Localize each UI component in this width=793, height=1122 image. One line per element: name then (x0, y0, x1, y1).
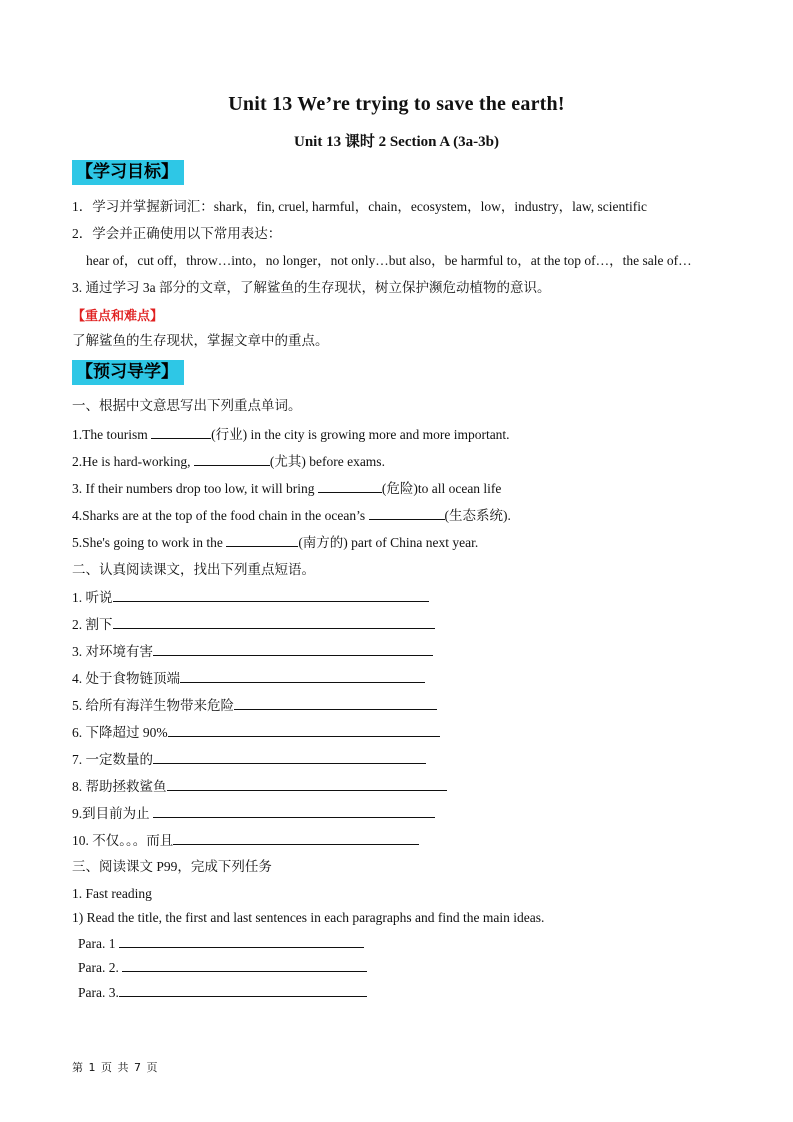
fill-item (72, 478, 501, 498)
document-title: Unit 13 We’re trying to save the earth! (228, 93, 565, 115)
answer-blank[interactable] (119, 982, 367, 997)
document-subtitle: Unit 13 课时 2 Section A (3a-3b) (293, 134, 499, 150)
phrase-item (72, 668, 425, 688)
goal-item: 3. 通过学习 3a 部分的文章，了解鲨鱼的生存现状，树立保护濒危动植物的意识。 (72, 280, 551, 295)
fill-hint: (尤其) before exams. (269, 454, 385, 469)
para-answer-line (78, 982, 367, 1002)
phrase-item (72, 803, 435, 823)
fill-hint: (危险)to all ocean life (381, 481, 502, 496)
phrase-item (72, 695, 437, 715)
fill-item (72, 505, 511, 525)
page-footer: 第 1 页 共 7 页 (72, 1061, 158, 1074)
phrase-text: 5. 给所有海洋生物带来危险 (72, 698, 234, 713)
answer-blank[interactable] (369, 505, 445, 520)
answer-blank[interactable] (173, 830, 419, 845)
para-answer-line (78, 933, 364, 953)
goal-item: hear of，cut off，throw…into，no longer，not only…but also，be harmful to，at the top of…，the sale of… (86, 253, 692, 268)
fill-item (72, 451, 385, 471)
part1-title: 一、根据中文意思写出下列重点单词。 (72, 398, 302, 413)
fill-item (72, 532, 478, 552)
answer-blank[interactable] (113, 587, 429, 602)
phrase-text: 8. 帮助拯救鲨鱼 (72, 779, 167, 794)
fill-text: 3. If their numbers drop too low, it will bring (72, 481, 318, 496)
answer-blank[interactable] (194, 451, 270, 466)
para-answer-line (78, 957, 367, 977)
goal-item: 2．学会并正确使用以下常用表达： (72, 226, 282, 241)
answer-blank[interactable] (226, 532, 298, 547)
fast-reading-label: 1. Fast reading (72, 886, 152, 901)
phrase-item (72, 587, 429, 607)
para-label: Para. 3. (78, 985, 119, 1000)
fill-hint: (生态系统). (444, 508, 511, 523)
section-header-learning-goals: 【学习目标】 (72, 160, 184, 185)
phrase-text: 2. 割下 (72, 617, 113, 632)
answer-blank[interactable] (234, 695, 437, 710)
task1-instruction: 1) Read the title, the first and last sentences in each paragraphs and find the main ideas. (72, 910, 545, 925)
fill-text: 2.He is hard-working, (72, 454, 194, 469)
phrase-item (72, 776, 447, 796)
fill-text: 1.The tourism (72, 427, 152, 442)
answer-blank[interactable] (122, 957, 367, 972)
answer-blank[interactable] (167, 776, 447, 791)
part3-title: 三、阅读课文 P99，完成下列任务 (72, 859, 272, 874)
phrase-item (72, 830, 419, 850)
phrase-item (72, 722, 440, 742)
answer-blank[interactable] (180, 668, 425, 683)
fill-text: 5.She's going to work in the (72, 535, 227, 550)
answer-blank[interactable] (318, 478, 382, 493)
key-points-text: 了解鲨鱼的生存现状，掌握文章中的重点。 (72, 333, 329, 348)
phrase-item (72, 749, 426, 769)
answer-blank[interactable] (153, 641, 433, 656)
phrase-text: 1. 听说 (72, 590, 113, 605)
para-label: Para. 1 (78, 936, 119, 951)
phrase-text: 7. 一定数量的 (72, 752, 153, 767)
fill-item (72, 424, 510, 444)
key-points-label: 【重点和难点】 (72, 309, 164, 324)
fill-hint: (南方的) part of China next year. (298, 535, 479, 550)
phrase-text: 10. 不仅。。。而且 (72, 833, 174, 848)
answer-blank[interactable] (113, 614, 435, 629)
phrase-text: 9.到目前为止 (72, 806, 153, 821)
fill-text: 4.Sharks are at the top of the food chain in the ocean’s (72, 508, 369, 523)
phrase-text: 4. 处于食物链顶端 (72, 671, 180, 686)
phrase-item (72, 641, 433, 661)
section-header-preview: 【预习导学】 (72, 360, 184, 385)
goal-item: 1．学习并掌握新词汇：shark，fin, cruel, harmful，chain，ecosystem，low，industry，law, scientific (72, 199, 648, 214)
phrase-item (72, 614, 435, 634)
fill-hint: (行业) in the city is growing more and more important. (211, 427, 510, 442)
phrase-text: 3. 对环境有害 (72, 644, 153, 659)
para-label: Para. 2. (78, 960, 123, 975)
phrase-text: 6. 下降超过 90% (72, 725, 168, 740)
answer-blank[interactable] (119, 933, 364, 948)
part2-title: 二、认真阅读课文，找出下列重点短语。 (72, 562, 315, 577)
answer-blank[interactable] (168, 722, 440, 737)
answer-blank[interactable] (153, 803, 435, 818)
answer-blank[interactable] (151, 424, 211, 439)
answer-blank[interactable] (153, 749, 426, 764)
